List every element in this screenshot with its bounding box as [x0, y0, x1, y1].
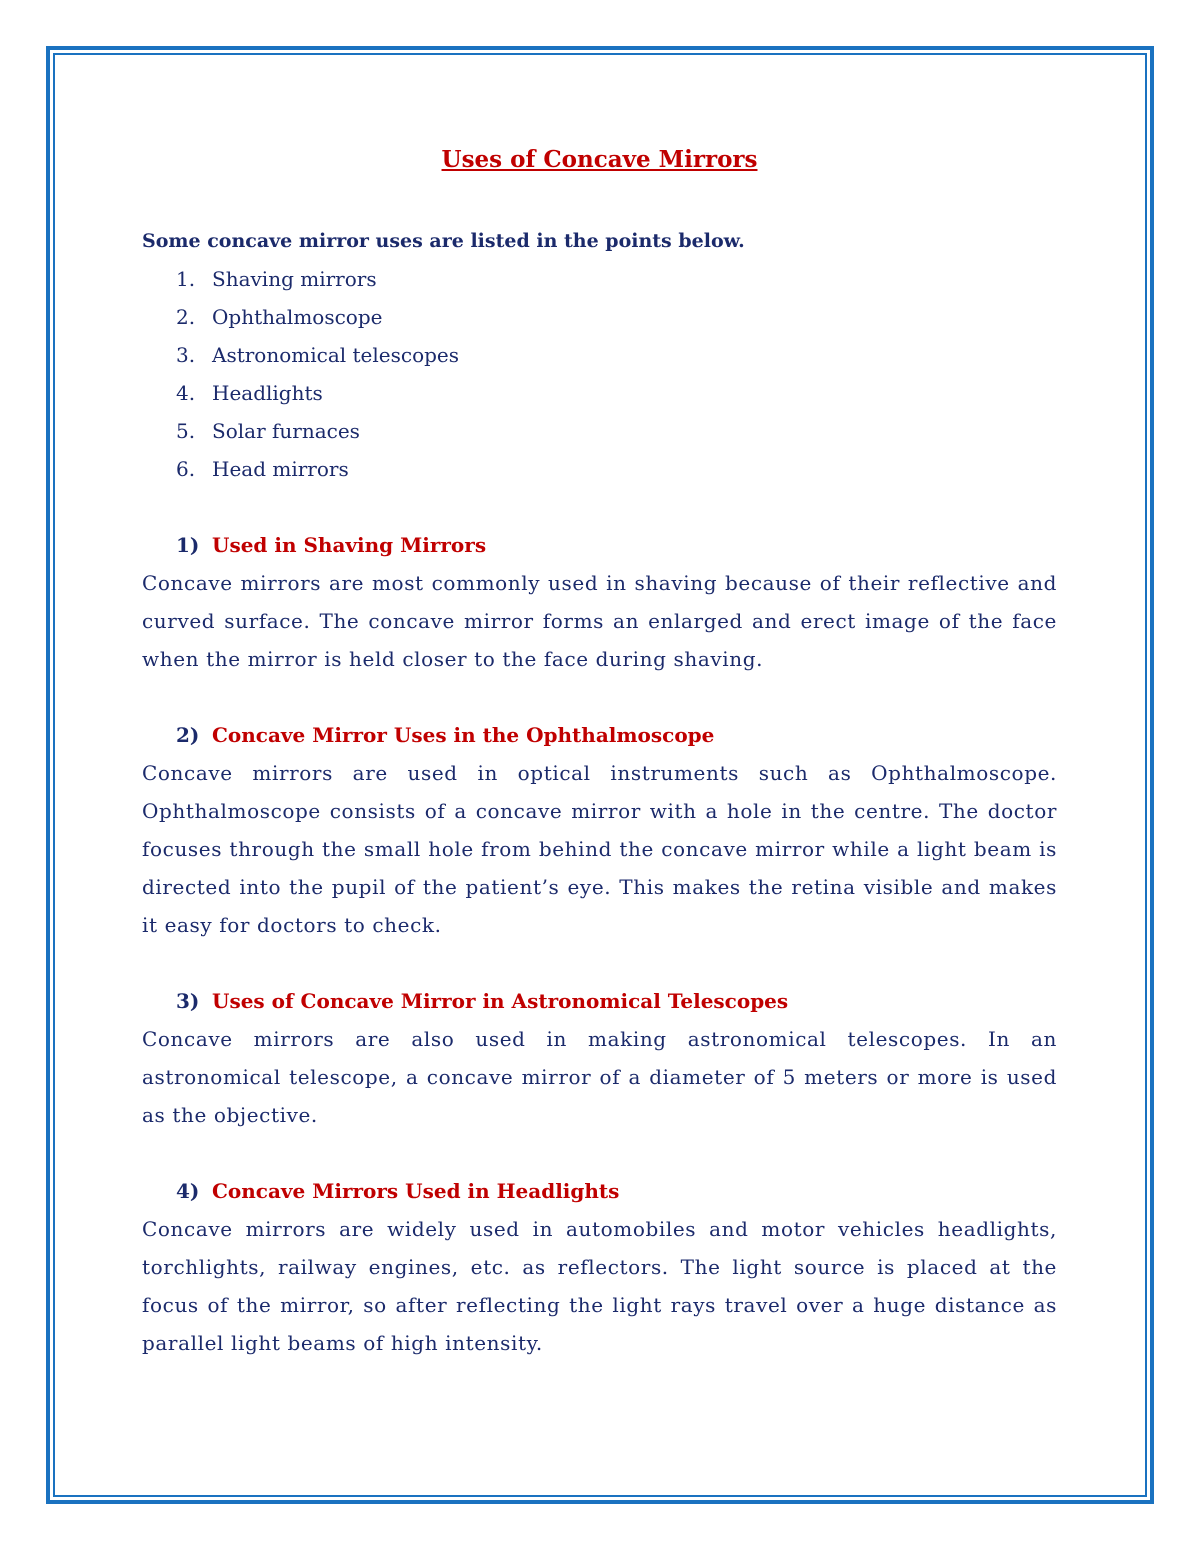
list-item-text: Headlights — [212, 381, 323, 405]
uses-list — [142, 260, 1057, 488]
list-item — [142, 298, 1057, 336]
section-number: 4) — [176, 1179, 200, 1203]
section-paragraph: Concave mirrors are used in optical instruments such as Ophthalmoscope. Ophthalmoscope consists of a concave mirror with a hole in the centre. The doctor focuses through the small hole from behind the concave mirror while a light beam is directed into the pupil of the patient’s eye. This makes the retina visible and makes it easy for doctors to check. — [142, 761, 1057, 937]
document-title: Uses of Concave Mirrors — [441, 146, 758, 173]
intro-text: Some concave mirror uses are listed in the points below. — [142, 230, 745, 252]
list-item-text: Solar furnaces — [212, 419, 360, 443]
list-item-number: 6. — [176, 457, 196, 481]
list-item-text: Astronomical telescopes — [212, 343, 460, 367]
list-item — [142, 450, 1057, 488]
section-paragraph: Concave mirrors are most commonly used in shaving because of their reflective and curved surface. The concave mirror forms an enlarged and erect image of the face when the mirror is held closer to the face during shaving. — [142, 571, 1057, 671]
section-heading — [142, 716, 1057, 754]
section-paragraph: Concave mirrors are also used in making astronomical telescopes. In an astronomical telescope, a concave mirror of a diameter of 5 meters or more is used as the objective. — [142, 1027, 1057, 1127]
list-item — [142, 412, 1057, 450]
section-title: Uses of Concave Mirror in Astronomical Telescopes — [212, 989, 789, 1013]
section-title: Concave Mirrors Used in Headlights — [212, 1179, 620, 1203]
section-paragraph: Concave mirrors are widely used in automobiles and motor vehicles headlights, torchlights, railway engines, etc. as reflectors. The light source is placed at the focus of the mirror, so after reflecting the light rays travel over a huge distance as parallel light beams of high intensity. — [142, 1217, 1057, 1355]
list-item-text: Shaving mirrors — [212, 267, 377, 291]
list-item — [142, 374, 1057, 412]
list-item-number: 4. — [176, 381, 196, 405]
list-item-text: Head mirrors — [212, 457, 349, 481]
section-number: 1) — [176, 533, 200, 557]
section-ophthalmoscope — [142, 716, 1057, 944]
section-title: Used in Shaving Mirrors — [212, 533, 487, 557]
list-item-text: Ophthalmoscope — [212, 305, 383, 329]
list-item-number: 2. — [176, 305, 196, 329]
list-item-number: 5. — [176, 419, 196, 443]
section-heading — [142, 982, 1057, 1020]
document-body — [142, 140, 1057, 1400]
list-item — [142, 336, 1057, 374]
section-shaving-mirrors — [142, 526, 1057, 678]
list-item-number: 3. — [176, 343, 196, 367]
section-headlights — [142, 1172, 1057, 1362]
section-heading — [142, 526, 1057, 564]
list-item-number: 1. — [176, 267, 196, 291]
section-number: 2) — [176, 723, 200, 747]
section-astronomical-telescopes — [142, 982, 1057, 1134]
section-number: 3) — [176, 989, 200, 1013]
list-item — [142, 260, 1057, 298]
section-heading — [142, 1172, 1057, 1210]
section-title: Concave Mirror Uses in the Ophthalmoscope — [212, 723, 715, 747]
